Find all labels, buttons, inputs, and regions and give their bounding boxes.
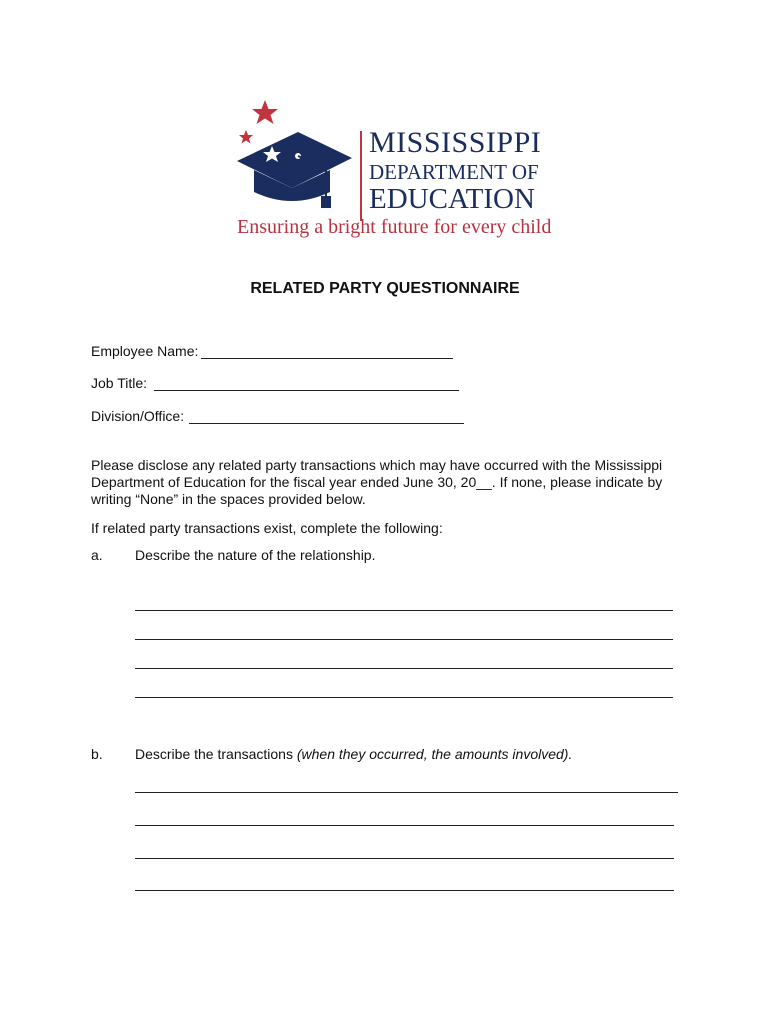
division-label: Division/Office: [91, 408, 185, 424]
answer-a-line-1[interactable] [135, 610, 673, 611]
answer-b-line-3[interactable] [135, 858, 674, 859]
org-line-2: DEPARTMENT OF [369, 160, 539, 184]
job-title-field[interactable] [91, 375, 147, 391]
item-b-text-italic: (when they occurred, the amounts involved). [296, 746, 573, 762]
division-line[interactable] [189, 423, 464, 424]
answer-b-line-4[interactable] [135, 890, 674, 891]
employee-name-line[interactable] [201, 358, 453, 359]
item-b-text-main: Describe the transactions [135, 746, 297, 762]
org-name [369, 128, 541, 214]
job-title-line[interactable] [154, 390, 459, 391]
small-star-icon [239, 130, 253, 144]
division-field[interactable] [91, 408, 184, 424]
answer-a-line-2[interactable] [135, 639, 673, 640]
answer-b-line-2[interactable] [135, 825, 674, 826]
condition-text: If related party transactions exist, complete the following: [91, 520, 443, 536]
graduation-cap-icon [232, 96, 362, 216]
large-star-icon [252, 100, 278, 124]
employee-name-label: Employee Name: [91, 343, 199, 359]
tagline: Ensuring a bright future for every child [237, 216, 552, 238]
job-title-label: Job Title: [91, 375, 148, 391]
org-line-1: MISSISSIPPI [369, 126, 542, 159]
instructions-text: Please disclose any related party transactions which may have occurred with the Mississippi Department of Education for the fiscal year ended June 30, 20__. If none, please indicate by writing “None” in the spaces provided below. [91, 457, 663, 507]
item-b-marker: b. [91, 746, 103, 762]
item-b-text [135, 746, 572, 762]
employee-name-field[interactable] [91, 343, 198, 359]
item-a-text: Describe the nature of the relationship. [135, 547, 376, 563]
page-title: RELATED PARTY QUESTIONNAIRE [250, 280, 520, 297]
item-a-marker: a. [91, 547, 103, 563]
answer-a-line-3[interactable] [135, 668, 673, 669]
org-line-3: EDUCATION [369, 183, 535, 215]
answer-a-line-4[interactable] [135, 697, 673, 698]
mde-logo [232, 96, 552, 246]
answer-b-line-1[interactable] [135, 792, 678, 793]
logo-divider [360, 131, 362, 221]
